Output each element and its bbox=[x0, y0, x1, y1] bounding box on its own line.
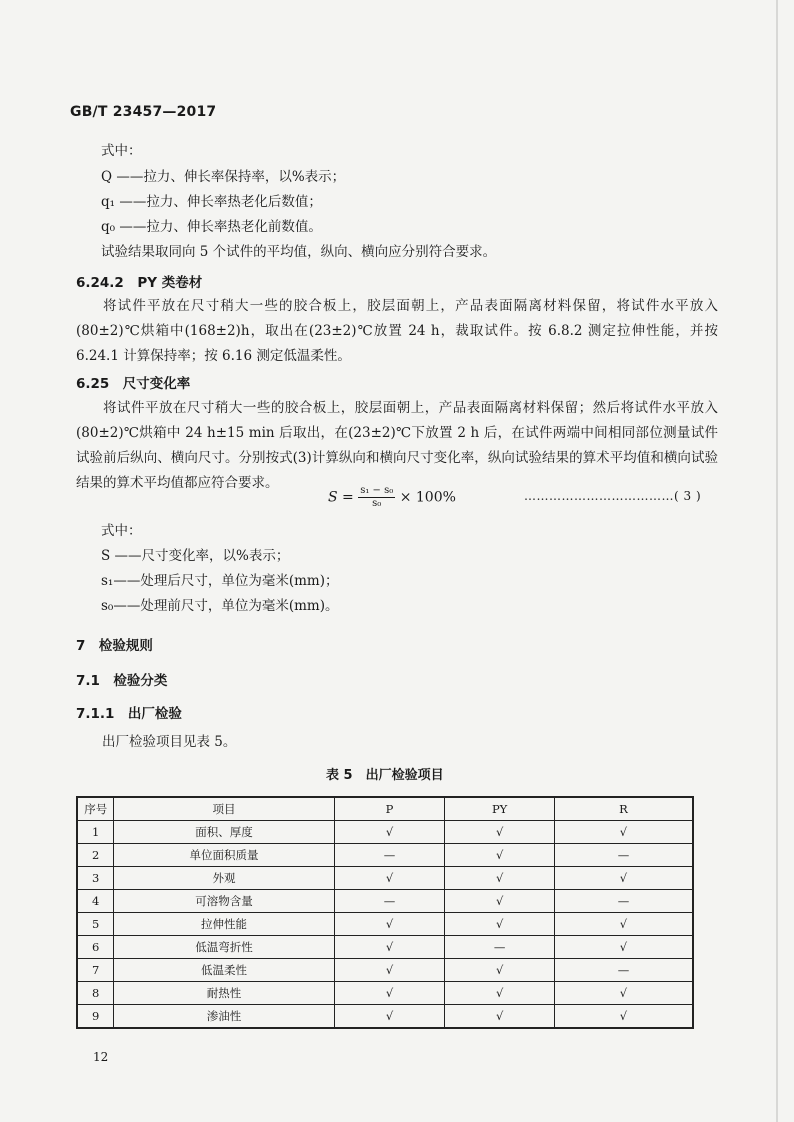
formula-number-label: ( 3 ) bbox=[674, 489, 702, 503]
cell-r: √ bbox=[554, 982, 693, 1005]
table-5-caption: 表 5 出厂检验项目 bbox=[326, 768, 444, 783]
cell-index: 1 bbox=[77, 821, 114, 844]
formula-equals: = bbox=[337, 489, 359, 506]
cell-r: √ bbox=[554, 936, 693, 959]
table-row bbox=[77, 1005, 693, 1029]
cell-r: √ bbox=[554, 1005, 693, 1029]
cell-r: — bbox=[554, 890, 693, 913]
section-heading-6-24-2: 6.24.2 PY 类卷材 bbox=[76, 275, 203, 291]
formula-lhs: S bbox=[328, 489, 338, 506]
formula-denominator: s₀ bbox=[372, 498, 382, 509]
cell-item: 耐热性 bbox=[114, 982, 334, 1005]
cell-index: 7 bbox=[77, 959, 114, 982]
section-heading-7-1: 7.1 检验分类 bbox=[76, 673, 168, 689]
cell-item: 单位面积质量 bbox=[114, 844, 334, 867]
col-header-py: PY bbox=[445, 797, 555, 821]
cell-item: 外观 bbox=[114, 867, 334, 890]
formula-rhs: × 100% bbox=[395, 489, 456, 506]
cell-item: 可溶物含量 bbox=[114, 890, 334, 913]
cell-p: √ bbox=[334, 982, 445, 1005]
section-6-24-2-paragraph: 将试件平放在尺寸稍大一些的胶合板上，胶层面朝上，产品表面隔离材料保留，将试件水平放入(80±2)℃烘箱中(168±2)h，取出在(23±2)℃放置 24 h，裁取试件。按 6.8.2 测定拉伸性能，并按 6.24.1 计算保持率；按 6.16 测定低温柔性。 bbox=[76, 298, 718, 364]
table-header-row bbox=[77, 797, 693, 821]
where-line-s0: s₀——处理前尺寸，单位为毫米(mm)。 bbox=[101, 598, 339, 614]
formula-3 bbox=[328, 485, 456, 510]
table-row bbox=[77, 867, 693, 890]
cell-r: — bbox=[554, 959, 693, 982]
document-header-id: GB/T 23457—2017 bbox=[70, 104, 217, 120]
cell-p: √ bbox=[334, 867, 445, 890]
where-line-q0: q₀ ——拉力、伸长率热老化前数值。 bbox=[101, 219, 322, 235]
cell-py: √ bbox=[445, 982, 555, 1005]
table-row bbox=[77, 936, 693, 959]
page-number: 12 bbox=[93, 1050, 109, 1064]
section-heading-7: 7 检验规则 bbox=[76, 638, 153, 654]
cell-py: √ bbox=[445, 844, 555, 867]
section-heading-6-25: 6.25 尺寸变化率 bbox=[76, 376, 191, 392]
table-5-factory-inspection bbox=[76, 796, 694, 1029]
cell-py: √ bbox=[445, 1005, 555, 1029]
table-row bbox=[77, 844, 693, 867]
table-row bbox=[77, 890, 693, 913]
col-header-item: 项目 bbox=[114, 797, 334, 821]
cell-r: √ bbox=[554, 913, 693, 936]
where-line-s: S ——尺寸变化率，以%表示； bbox=[101, 548, 290, 564]
cell-index: 9 bbox=[77, 1005, 114, 1029]
cell-py: √ bbox=[445, 913, 555, 936]
cell-p: √ bbox=[334, 821, 445, 844]
where-label-2: 式中： bbox=[101, 523, 142, 539]
formula-number bbox=[524, 489, 701, 503]
where-line-q1: q₁ ——拉力、伸长率热老化后数值； bbox=[101, 194, 322, 210]
cell-item: 低温弯折性 bbox=[114, 936, 334, 959]
section-heading-7-1-1: 7.1.1 出厂检验 bbox=[76, 706, 182, 722]
cell-p: √ bbox=[334, 913, 445, 936]
cell-item: 面积、厚度 bbox=[114, 821, 334, 844]
cell-py: √ bbox=[445, 890, 555, 913]
formula-fraction bbox=[358, 485, 395, 510]
table-row bbox=[77, 821, 693, 844]
cell-r: — bbox=[554, 844, 693, 867]
cell-item: 拉伸性能 bbox=[114, 913, 334, 936]
cell-p: — bbox=[334, 890, 445, 913]
where-line-s1: s₁——处理后尺寸，单位为毫米(mm)； bbox=[101, 573, 339, 589]
formula-leader-dots: ……………………………… bbox=[524, 489, 674, 503]
cell-index: 3 bbox=[77, 867, 114, 890]
col-header-index: 序号 bbox=[77, 797, 114, 821]
col-header-p: P bbox=[334, 797, 445, 821]
table-row bbox=[77, 959, 693, 982]
formula-numerator: s₁ − s₀ bbox=[360, 485, 394, 496]
cell-index: 6 bbox=[77, 936, 114, 959]
where-label-1: 式中： bbox=[101, 143, 142, 159]
cell-py: √ bbox=[445, 821, 555, 844]
table-row bbox=[77, 982, 693, 1005]
cell-r: √ bbox=[554, 821, 693, 844]
col-header-r: R bbox=[554, 797, 693, 821]
cell-index: 2 bbox=[77, 844, 114, 867]
cell-py: √ bbox=[445, 959, 555, 982]
cell-py: √ bbox=[445, 867, 555, 890]
cell-index: 4 bbox=[77, 890, 114, 913]
table-row bbox=[77, 913, 693, 936]
cell-p: √ bbox=[334, 1005, 445, 1029]
cell-p: — bbox=[334, 844, 445, 867]
section-7-1-1-paragraph: 出厂检验项目见表 5。 bbox=[102, 734, 237, 750]
cell-item: 渗油性 bbox=[114, 1005, 334, 1029]
cell-p: √ bbox=[334, 936, 445, 959]
page-edge-shadow bbox=[776, 0, 778, 1122]
cell-index: 5 bbox=[77, 913, 114, 936]
cell-p: √ bbox=[334, 959, 445, 982]
cell-py: — bbox=[445, 936, 555, 959]
result-statement: 试验结果取同向 5 个试件的平均值，纵向、横向应分别符合要求。 bbox=[101, 244, 497, 260]
cell-r: √ bbox=[554, 867, 693, 890]
where-line-q: Q ——拉力、伸长率保持率，以%表示； bbox=[101, 169, 346, 185]
cell-item: 低温柔性 bbox=[114, 959, 334, 982]
section-6-25-paragraph: 将试件平放在尺寸稍大一些的胶合板上，胶层面朝上，产品表面隔离材料保留；然后将试件水平放入(80±2)℃烘箱中 24 h±15 min 后取出，在(23±2)℃下放置 2 h 后，在试件两端中间相同部位测量试件试验前后纵向、横向尺寸。分别按式(3)计算纵向和横向尺寸变化率，纵向试验结果的算术平均值和横向试验结果的算术平均值都应符合要求。 bbox=[76, 400, 718, 491]
cell-index: 8 bbox=[77, 982, 114, 1005]
